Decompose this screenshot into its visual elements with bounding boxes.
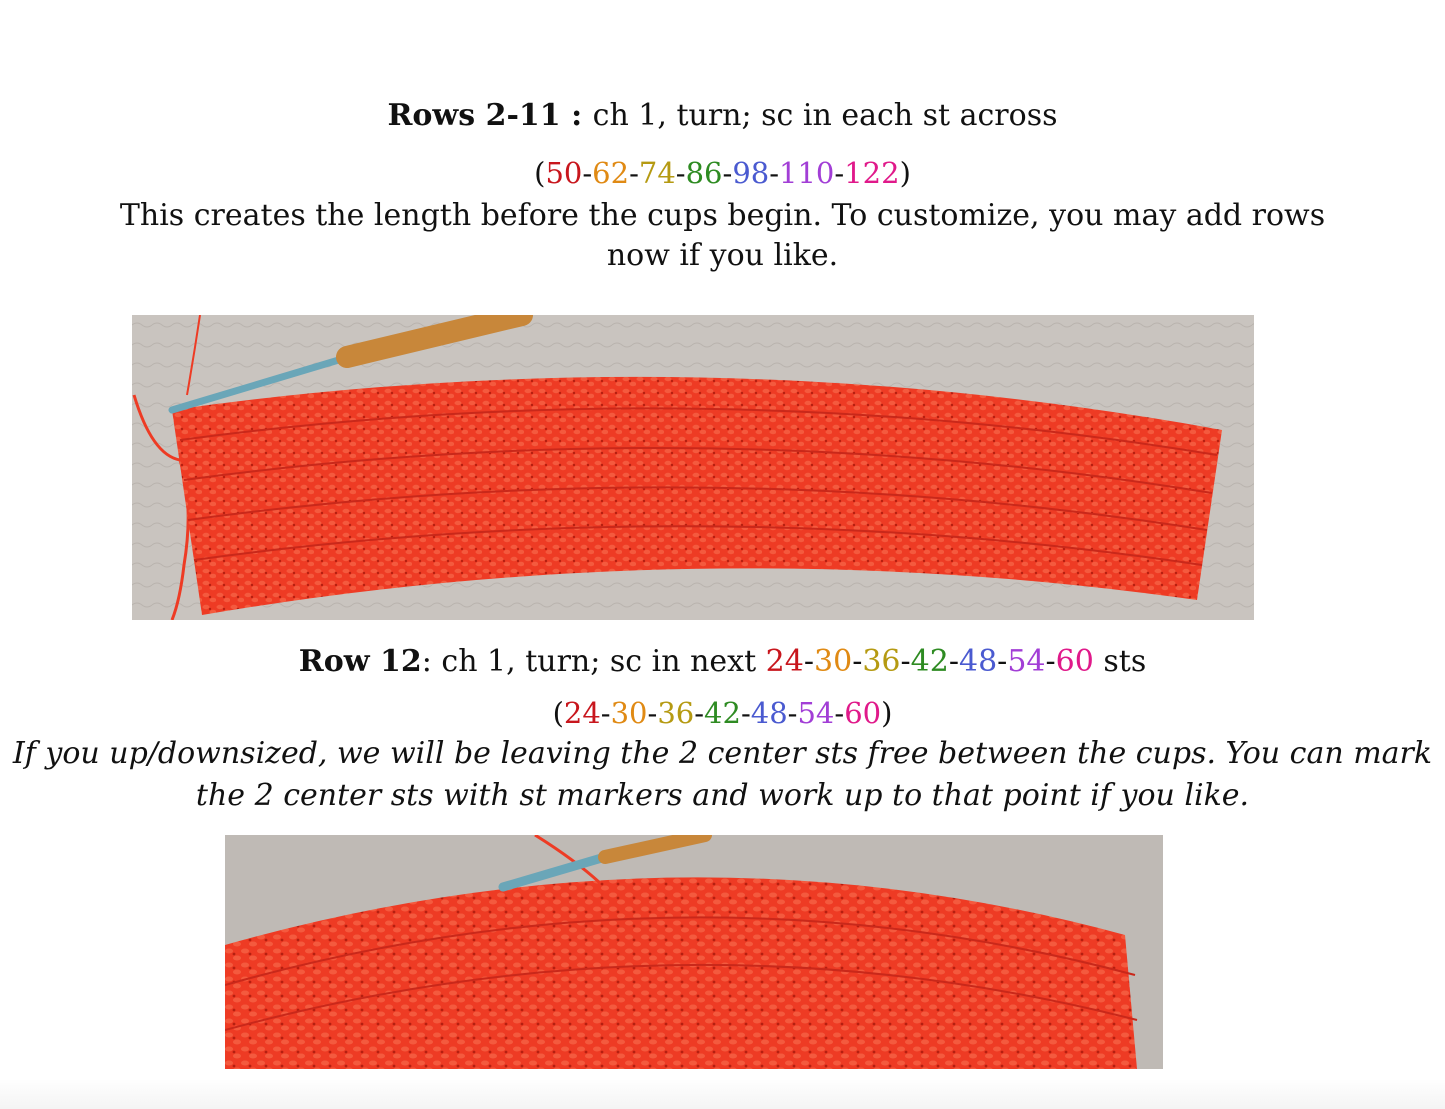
note-1-line-2: now if you like. [606, 238, 839, 273]
stitch-count: 74 [638, 156, 676, 190]
stitch-count: 86 [685, 156, 723, 190]
rows-2-11-text: ch 1, turn; sc in each st across [592, 98, 1058, 133]
stitch-count: 62 [592, 156, 630, 190]
note-2-line-1: If you up/downsized, we will be leaving the 2 center sts free between the cups. You can mark [12, 736, 1433, 771]
row-12-instruction [0, 644, 1445, 679]
count-separator: - [647, 696, 658, 730]
close-paren: ) [881, 696, 893, 730]
stitch-count: 24 [765, 644, 804, 679]
page-bottom-edge [0, 1079, 1445, 1109]
stitch-count: 36 [657, 696, 695, 730]
stitch-count: 42 [704, 696, 741, 730]
count-separator: - [997, 644, 1008, 679]
row-12-label: Row 12 [298, 644, 422, 679]
stitch-count: 30 [610, 696, 648, 730]
count-separator: - [722, 156, 733, 190]
rows-2-11-label: Rows 2-11 [387, 98, 561, 133]
stitch-counts-1 [0, 156, 1445, 190]
count-separator: - [675, 156, 686, 190]
count-separator: - [694, 696, 705, 730]
rows-2-11-separator: : [560, 98, 593, 133]
close-paren: ) [899, 156, 911, 190]
stitch-count: 42 [910, 644, 949, 679]
stitch-count: 36 [862, 644, 901, 679]
stitch-count: 48 [958, 644, 998, 679]
count-separator: - [948, 644, 959, 679]
stitch-count: 24 [563, 696, 601, 730]
count-separator: - [769, 156, 780, 190]
stitch-count: 122 [844, 156, 900, 190]
row-12-text-suffix: sts [1093, 644, 1147, 679]
count-separator: - [740, 696, 751, 730]
count-separator: - [629, 156, 639, 190]
count-separator: - [582, 156, 593, 190]
crochet-photo-row-12 [225, 835, 1163, 1069]
stitch-count: 60 [844, 696, 882, 730]
stitch-count: 54 [1007, 644, 1046, 679]
count-separator: - [852, 644, 863, 679]
stitch-counts-2 [0, 696, 1445, 730]
row-12-separator: : [421, 644, 442, 679]
crochet-photo-rows-2-11 [132, 315, 1254, 620]
count-separator: - [900, 644, 911, 679]
row-12-text-prefix: ch 1, turn; sc in next [441, 644, 766, 679]
open-paren: ( [552, 696, 564, 730]
stitch-count: 54 [797, 696, 835, 730]
count-separator: - [803, 644, 814, 679]
row-12-inline-counts [766, 644, 1094, 679]
note-1-line-1: This creates the length before the cups begin. To customize, you may add rows [119, 198, 1326, 233]
open-paren: ( [534, 156, 546, 190]
count-separator: - [834, 156, 845, 190]
count-separator: - [787, 696, 798, 730]
stitch-count: 48 [750, 696, 788, 730]
note-2-line-2: the 2 center sts with st markers and work up to that point if you like. [195, 778, 1250, 813]
rows-2-11-instruction [0, 98, 1445, 133]
stitch-count: 50 [545, 156, 583, 190]
count-separator: - [600, 696, 611, 730]
stitch-count: 98 [732, 156, 770, 190]
stitch-count: 30 [814, 644, 853, 679]
count-separator: - [1045, 644, 1056, 679]
stitch-count: 110 [779, 156, 835, 190]
count-separator: - [834, 696, 845, 730]
stitch-count: 60 [1055, 644, 1094, 679]
